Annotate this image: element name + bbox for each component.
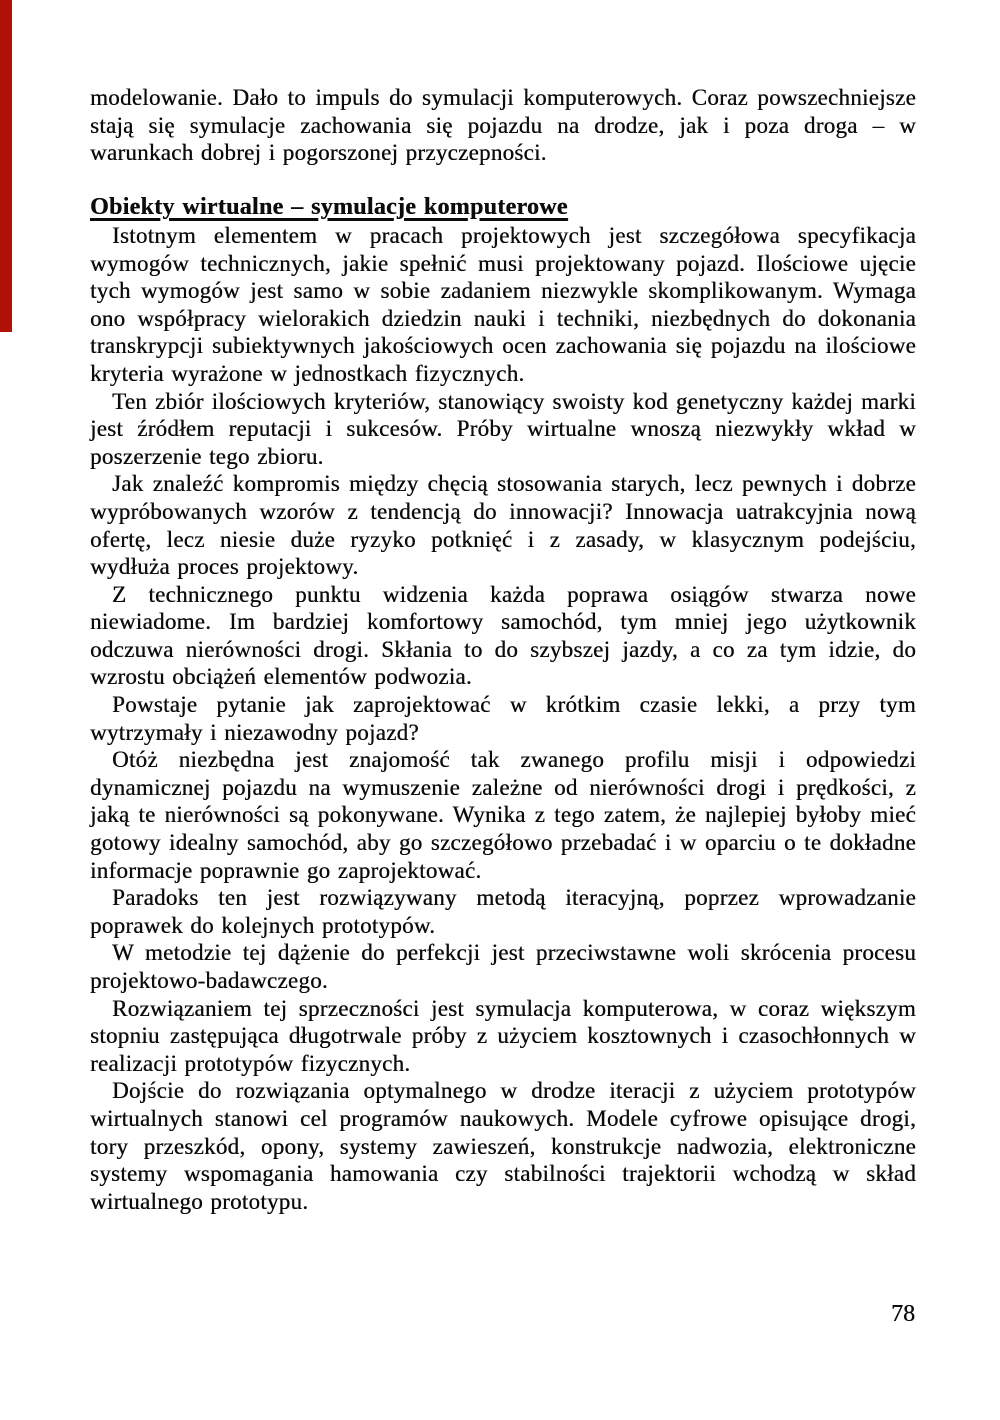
red-margin-marker — [0, 0, 12, 332]
body-paragraph: Rozwiązaniem tej sprzeczności jest symulacja komputerowa, w coraz większym stopniu zastępująca długotrwale próby z użyciem kosztownych i czasochłonnych w realizacji prototypów fizycznych. — [90, 995, 916, 1076]
body-paragraph: Istotnym elementem w pracach projektowych jest szczegółowa specyfikacja wymogów technicznych, jakie spełnić musi projektowany pojazd. Ilościowe ujęcie tych wymogów jest samo w sobie zadaniem niezwykle skomplikowanym. Wymaga ono współpracy wielorakich dziedzin nauki i techniki, niezbędnych do dokonania transkrypcji subiektywnych jakościowych ocen zachowania się pojazdu na ilościowe kryteria wyrażone w jednostkach fizycznych. — [90, 222, 916, 386]
section-heading — [90, 194, 916, 222]
body-paragraph: Powstaje pytanie jak zaprojektować w krótkim czasie lekki, a przy tym wytrzymały i niezawodny pojazd? — [90, 692, 916, 745]
body-paragraph: Jak znaleźć kompromis między chęcią stosowania starych, lecz pewnych i dobrze wypróbowanych wzorów z tendencją do innowacji? Innowacja uatrakcyjnia nową ofertę, lecz niesie duże ryzyko potknięć i z zasady, w klasycznym podejściu, wydłuża proces projektowy. — [90, 471, 916, 580]
page-number: 78 — [891, 1301, 915, 1327]
body-paragraph: Ten zbiór ilościowych kryteriów, stanowiący swoisty kod genetyczny każdej marki jest źródłem reputacji i sukcesów. Próby wirtualne wnoszą niezwykły wkład w poszerzenie tego zbioru. — [90, 388, 916, 469]
body-paragraph: Paradoks ten jest rozwiązywany metodą iteracyjną, poprzez wprowadzanie poprawek do kolejnych prototypów. — [90, 885, 916, 938]
body-paragraph: Otóż niezbędna jest znajomość tak zwanego profilu misji i odpowiedzi dynamicznej pojazdu na wymuszenie zależne od nierówności drogi i prędkości, z jaką te nierówności są pokonywane. Wynika z tego zatem, że najlepiej byłoby mieć gotowy idealny samochód, aby go szczegółowo przebadać i w oparciu o te dokładne informacje poprawnie go zaprojektować. — [90, 747, 916, 883]
body-paragraph: Z technicznego punktu widzenia każda poprawa osiągów stwarza nowe niewiadome. Im bardziej komfortowy samochód, tym mniej jego użytkownik odczuwa nierówności drogi. Skłania to do szybszej jazdy, a co za tym idzie, do wzrostu obciążeń elementów podwozia. — [90, 581, 916, 690]
intro-paragraph: modelowanie. Dało to impuls do symulacji komputerowych. Coraz powszechniejsze stają się symulacje zachowania się pojazdu na drodze, jak i poza droga – w warunkach dobrej i pogorszonej przyczepności. — [90, 85, 916, 166]
text-column — [90, 84, 916, 1215]
body-paragraph: Dojście do rozwiązania optymalnego w drodze iteracji z użyciem prototypów wirtualnych stanowi cel programów naukowych. Modele cyfrowe opisujące drogi, tory przeszkód, opony, systemy zawieszeń, konstrukcje nadwozia, elektroniczne systemy wspomagania hamowania czy stabilności trajektorii wchodzą w skład wirtualnego prototypu. — [90, 1078, 916, 1214]
body-paragraph: W metodzie tej dążenie do perfekcji jest przeciwstawne woli skrócenia procesu projektowo-badawczego. — [90, 940, 916, 993]
section-heading-text: Obiekty wirtualne – symulacje komputerowe — [90, 194, 568, 221]
